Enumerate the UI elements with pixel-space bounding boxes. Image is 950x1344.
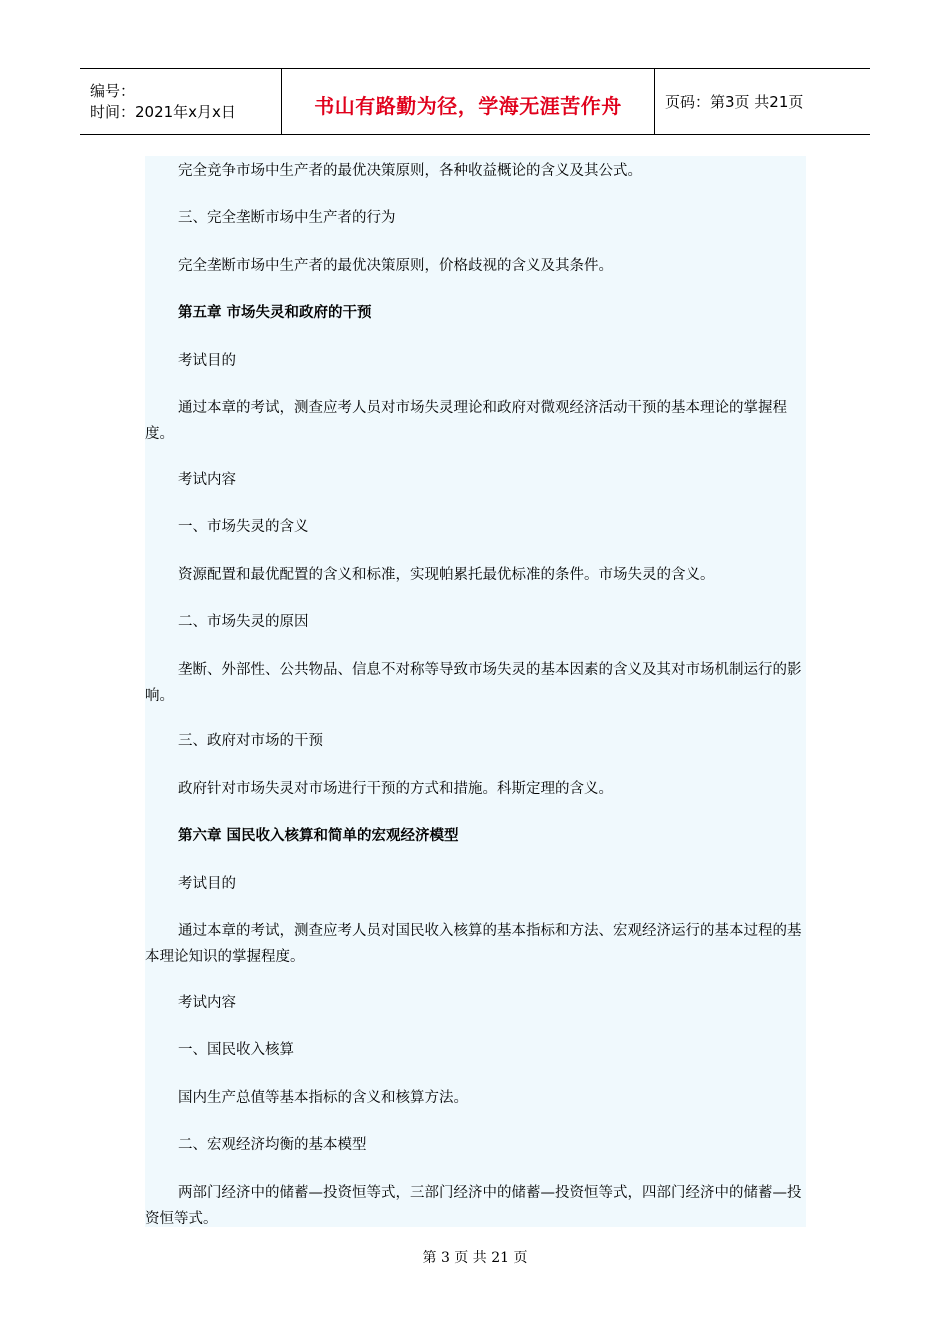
subsection-label: 考试内容 <box>178 472 236 488</box>
document-number-label: 编号： <box>90 81 136 100</box>
chapter-heading: 第六章 国民收入核算和简单的宏观经济模型 <box>178 828 459 844</box>
footer-page-number: 第 3 页 共 21 页 <box>422 1250 528 1266</box>
header-page-label: 页码：第3页 共21页 <box>665 93 804 111</box>
body-paragraph: 两部门经济中的储蓄—投资恒等式，三部门经济中的储蓄—投资恒等式，四部门经济中的储蓄—投资恒等式。 <box>145 1185 802 1227</box>
section-heading: 三、政府对市场的干预 <box>178 733 323 749</box>
body-paragraph: 垄断、外部性、公共物品、信息不对称等导致市场失灵的基本因素的含义及其对市场机制运行的影响。 <box>145 662 802 704</box>
subsection-label: 考试内容 <box>178 995 236 1011</box>
body-paragraph: 完全垄断市场中生产者的最优决策原则，价格歧视的含义及其条件。 <box>178 258 613 274</box>
body-paragraph: 通过本章的考试，测查应考人员对市场失灵理论和政府对微观经济活动干预的基本理论的掌握程度。 <box>145 400 787 442</box>
section-heading: 一、国民收入核算 <box>178 1042 294 1058</box>
body-paragraph: 资源配置和最优配置的含义和标准，实现帕累托最优标准的条件。市场失灵的含义。 <box>178 567 715 583</box>
section-heading: 三、完全垄断市场中生产者的行为 <box>178 210 396 226</box>
body-paragraph: 通过本章的考试，测查应考人员对国民收入核算的基本指标和方法、宏观经济运行的基本过程的基本理论知识的掌握程度。 <box>145 923 802 965</box>
document-date-label: 时间：2021年x月x日 <box>90 102 236 121</box>
section-heading: 二、市场失灵的原因 <box>178 614 309 630</box>
subsection-label: 考试目的 <box>178 353 236 369</box>
section-heading: 二、宏观经济均衡的基本模型 <box>178 1137 367 1153</box>
header-page-cell <box>655 69 870 134</box>
chapter-heading: 第五章 市场失灵和政府的干预 <box>178 305 372 321</box>
body-paragraph: 完全竞争市场中生产者的最优决策原则，各种收益概论的含义及其公式。 <box>178 163 642 179</box>
body-paragraph: 国内生产总值等基本指标的含义和核算方法。 <box>178 1090 468 1106</box>
header-motto-cell <box>282 69 655 134</box>
page-footer <box>0 1247 950 1267</box>
document-body <box>145 156 806 1227</box>
section-heading: 一、市场失灵的含义 <box>178 519 309 535</box>
page-header <box>80 68 870 135</box>
body-paragraph: 政府针对市场失灵对市场进行干预的方式和措施。科斯定理的含义。 <box>178 781 613 797</box>
subsection-label: 考试目的 <box>178 876 236 892</box>
header-meta <box>80 69 282 134</box>
header-motto: 书山有路勤为径，学海无涯苦作舟 <box>314 94 622 118</box>
